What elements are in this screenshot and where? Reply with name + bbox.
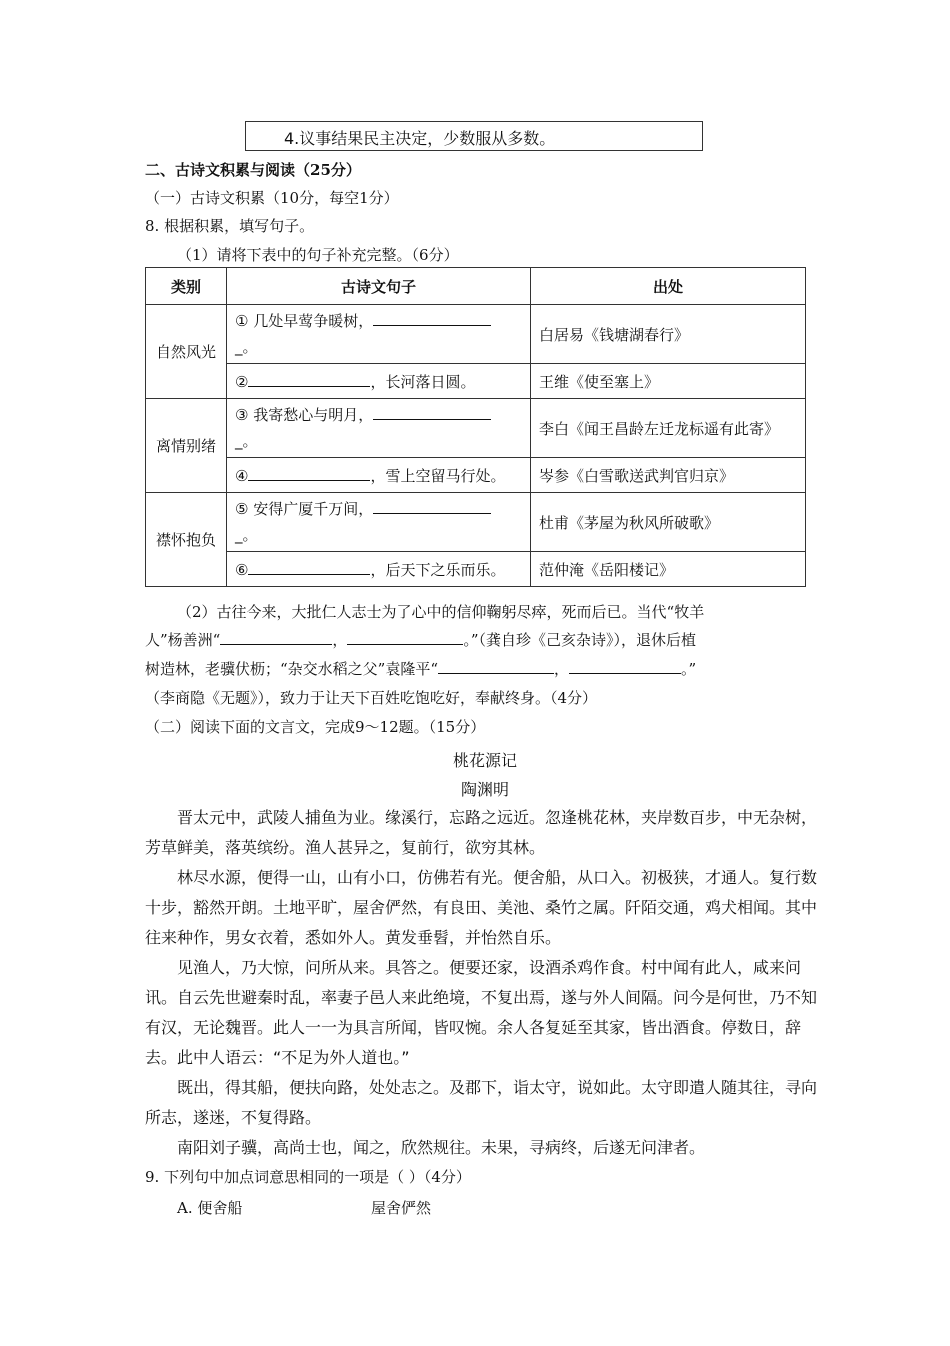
rules-box-text: 4.议事结果民主决定，少数服从多数。 xyxy=(284,129,556,148)
poem-table xyxy=(145,267,806,587)
header-sentence: 古诗文句子 xyxy=(227,268,531,305)
answer-blank[interactable] xyxy=(569,659,681,674)
sub2-title: （二）阅读下面的文言文，完成9～12题。（15分） xyxy=(145,718,486,736)
table-row xyxy=(146,305,806,364)
sentence-tail: _。 xyxy=(235,526,258,544)
q8-2-text: 人”杨善洲“ xyxy=(145,631,221,649)
answer-blank[interactable] xyxy=(248,560,370,575)
q8-2-line: （2）古往今来，大批仁人志士为了心中的信仰鞠躬尽瘁，死而后已。当代“牧羊 xyxy=(177,603,705,621)
q8-title: 8. 根据积累，填写句子。 xyxy=(145,217,315,235)
answer-blank[interactable] xyxy=(438,659,554,674)
q8-1-title: （1）请将下表中的句子补充完整。（6分） xyxy=(177,246,459,264)
answer-blank[interactable] xyxy=(347,630,463,645)
sentence-tail: _。 xyxy=(235,338,258,356)
table-row xyxy=(146,399,806,458)
passage-body xyxy=(145,803,825,1163)
passage-paragraph: 晋太元中，武陵人捕鱼为业。缘溪行，忘路之远近。忽逢桃花林，夹岸数百步，中无杂树，芳草鲜美，落英缤纷。渔人甚异之，复前行，欲穷其林。 xyxy=(145,808,818,857)
passage-author: 陶渊明 xyxy=(460,780,509,799)
sentence-cell xyxy=(227,552,531,587)
table-row xyxy=(146,364,806,399)
sentence-text: ，长河落日圆。 xyxy=(370,372,476,391)
sentence-text: ⑤ 安得广厦千万间， xyxy=(235,500,374,518)
answer-blank[interactable] xyxy=(373,499,491,514)
table-row xyxy=(146,493,806,552)
sentence-cell xyxy=(227,399,531,458)
answer-blank[interactable] xyxy=(248,372,370,387)
passage-paragraph: 见渔人，乃大惊，问所从来。具答之。便要还家，设酒杀鸡作食。村中闻有此人，咸来问讯。自云先世避秦时乱，率妻子邑人来此绝境，不复出焉，遂与外人间隔。问今是何世，乃不知有汉，无论魏晋。此人一一为具言所闻，皆叹惋。余人各复延至其家，皆出酒食。停数日，辞去。此中人语云：“不足为外人道也。” xyxy=(145,958,818,1067)
sentence-text: ① 几处早莺争暖树， xyxy=(235,312,374,330)
q8-2-text: 。”（龚自珍《己亥杂诗》），退休后植 xyxy=(463,631,697,649)
sentence-cell xyxy=(227,305,531,364)
rules-box xyxy=(245,121,703,151)
q9-option-a: A. 便舍船 xyxy=(177,1199,243,1217)
table-row xyxy=(146,458,806,493)
q8-2-text: ， xyxy=(554,660,570,678)
sentence-cell xyxy=(227,458,531,493)
passage-title: 桃花源记 xyxy=(452,751,517,770)
q9-title: 9. 下列句中加点词意思相同的一项是（ ）（4分） xyxy=(145,1168,471,1186)
sentence-text: ② xyxy=(235,372,249,391)
sentence-text: ④ xyxy=(235,466,249,485)
q8-2-line: （李商隐《无题》），致力于让天下百姓吃饱吃好，奉献终身。（4分） xyxy=(145,689,598,707)
q8-2-text: 。” xyxy=(681,660,697,678)
answer-blank[interactable] xyxy=(373,311,491,326)
answer-blank[interactable] xyxy=(373,405,491,420)
source-cell: 范仲淹《岳阳楼记》 xyxy=(531,552,806,587)
category-cell: 自然风光 xyxy=(146,305,227,399)
header-category: 类别 xyxy=(146,268,227,305)
category-cell: 离情别绪 xyxy=(146,399,227,493)
table-header-row xyxy=(146,268,806,305)
passage-paragraph: 林尽水源，便得一山，山有小口，仿佛若有光。便舍船，从口入。初极狭，才通人。复行数十步，豁然开朗。土地平旷，屋舍俨然，有良田、美池、桑竹之属。阡陌交通，鸡犬相闻。其中往来种作，男女衣着，悉如外人。黄发垂髫，并怡然自乐。 xyxy=(145,868,818,947)
sentence-text: ，雪上空留马行处。 xyxy=(370,466,506,485)
q8-2-line xyxy=(145,658,696,679)
q8-2-text: 树造林，老骥伏枥；“杂交水稻之父”袁隆平“ xyxy=(145,660,439,678)
sentence-text: ，后天下之乐而乐。 xyxy=(370,560,506,579)
q8-2-text: ， xyxy=(332,631,348,649)
answer-blank[interactable] xyxy=(248,466,370,481)
sentence-tail: _。 xyxy=(235,432,258,450)
sentence-cell xyxy=(227,493,531,552)
sentence-text: ③ 我寄愁心与明月， xyxy=(235,406,374,424)
category-cell: 襟怀抱负 xyxy=(146,493,227,587)
source-cell: 白居易《钱塘湖春行》 xyxy=(531,305,806,364)
source-cell: 杜甫《茅屋为秋风所破歌》 xyxy=(531,493,806,552)
section2-title: 二、古诗文积累与阅读（25分） xyxy=(145,161,361,179)
passage-paragraph: 既出，得其船，便扶向路，处处志之。及郡下，诣太守，说如此。太守即遣人随其往，寻向所志，遂迷，不复得路。 xyxy=(145,1078,818,1127)
sentence-cell xyxy=(227,364,531,399)
source-cell: 李白《闻王昌龄左迁龙标遥有此寄》 xyxy=(531,399,806,458)
q8-2-line xyxy=(145,629,696,650)
passage-paragraph: 南阳刘子骥，高尚士也，闻之，欣然规往。未果，寻病终，后遂无问津者。 xyxy=(177,1138,706,1157)
answer-blank[interactable] xyxy=(220,630,332,645)
source-cell: 王维《使至塞上》 xyxy=(531,364,806,399)
header-source: 出处 xyxy=(531,268,806,305)
sentence-text: ⑥ xyxy=(235,560,249,579)
sub1-title: （一）古诗文积累（10分，每空1分） xyxy=(145,189,399,207)
q9-option-a-pair: 屋舍俨然 xyxy=(371,1199,432,1217)
source-cell: 岑参《白雪歌送武判官归京》 xyxy=(531,458,806,493)
table-row xyxy=(146,552,806,587)
